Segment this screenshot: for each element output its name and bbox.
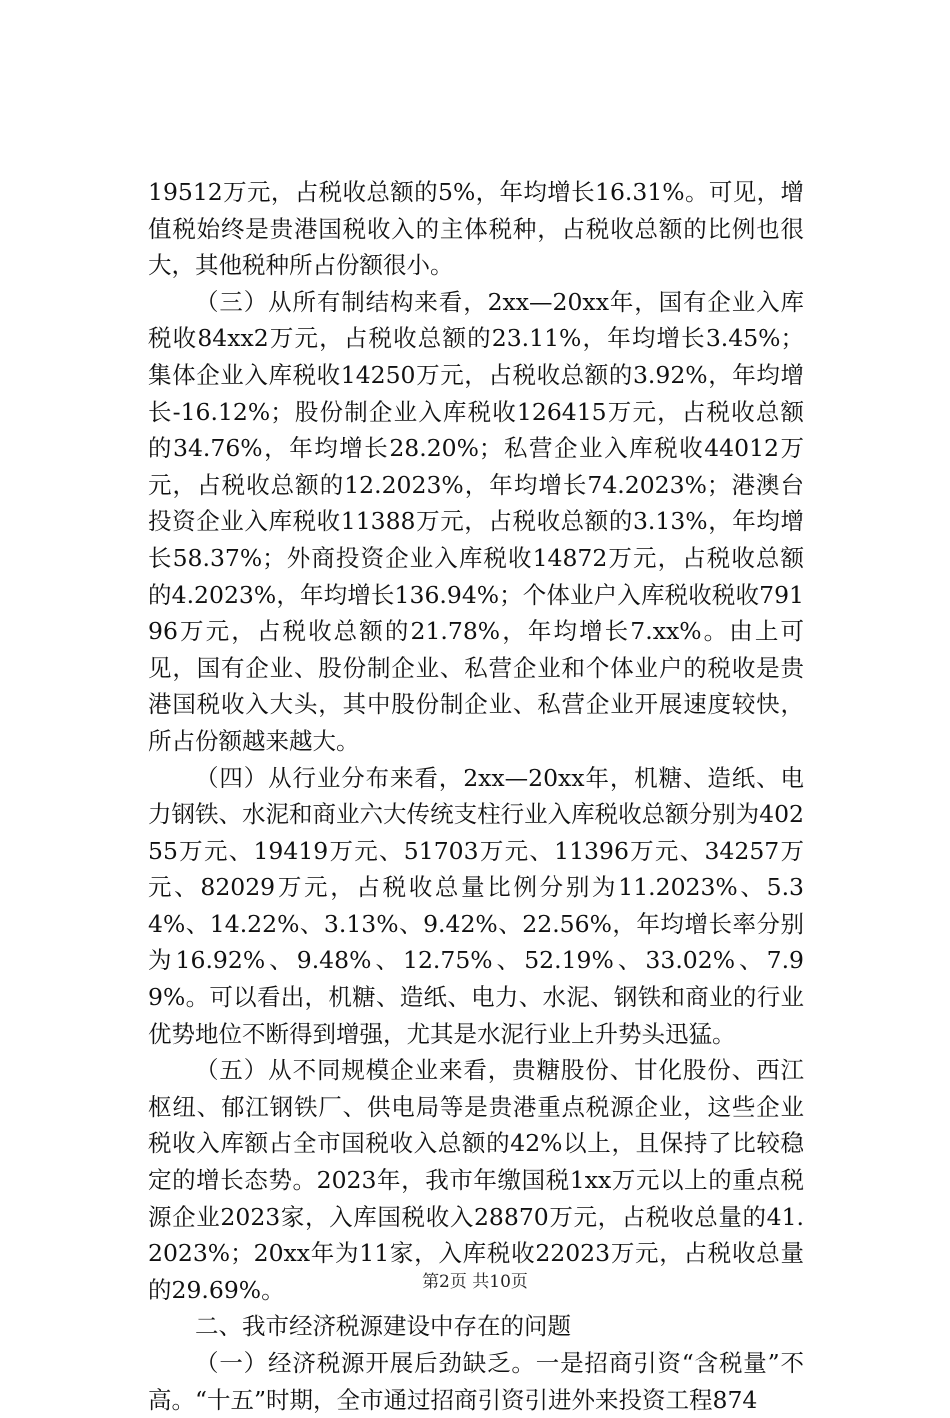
paragraph-industry-distribution: （四）从行业分布来看，2xx—20xx年，机糖、造纸、电力钢铁、水泥和商业六大传统支柱行业入库税收总额分别为40255万元、19419万元、51703万元、11396万元、34257万元、82029万元，占税收总量比例分别为11.2023%、5.34%、14.22%、3.13%、9.42%、22.56%，年均增长率分别为16.92%、9.48%、12.75%、52.19%、33.02%、7.99%。可以看出，机糖、造纸、电力、水泥、钢铁和商业的行业优势地位不断得到增强，尤其是水泥行业上升势头迅猛。 [148,763,804,1048]
section-heading-problems: 二、我市经济税源建设中存在的问题 [195,1312,571,1341]
paragraph-ownership-structure: （三）从所有制结构来看，2xx—20xx年，国有企业入库税收84xx2万元，占税收总额的23.11%，年均增长3.45%；集体企业入库税收14250万元，占税收总额的3.92%，年均增长-16.12%；股份制企业入库税收126415万元，占税收总额的34.76%，年均增长28.20%；私营企业入库税收44012万元，占税收总额的12.2023%，年均增长74.2023%；港澳台投资企业入库税收11388万元，占税收总额的3.13%，年均增长58.37%；外商投资企业入库税收14872万元，占税收总额的4.2023%，年均增长136.94%；个体业户入库税收税收79196万元，占税收总额的21.78%，年均增长7.xx%。由上可见，国有企业、股份制企业、私营企业和个体业户的税收是贵港国税收入大头，其中股份制企业、私营企业开展速度较快，所占份额越来越大。 [148,287,804,755]
page-number-footer: 第2页 共10页 [422,1272,528,1292]
paragraph-enterprise-scale: （五）从不同规模企业来看，贵糖股份、甘化股份、西江枢纽、郁江钢铁厂、供电局等是贵港重点税源企业，这些企业税收入库额占全市国税收入总额的42%以上，且保持了比较稳定的增长态势。2023年，我市年缴国税1xx万元以上的重点税源企业2023家，入库国税收入28870万元，占税收总量的41.2023%；20xx年为11家，入库税收22023万元，占税收总量的29.69%。 [148,1056,804,1304]
document-body [148,174,804,1418]
paragraph-problem-one: （一）经济税源开展后劲缺乏。一是招商引资“含税量”不高。“十五”时期，全市通过招商引资引进外来投资工程874 [148,1349,804,1414]
paragraph-vat-continued: 19512万元，占税收总额的5%，年均增长16.31%。可见，增值税始终是贵港国税收入的主体税种，占税收总额的比例也很大，其他税种所占份额很小。 [148,178,804,280]
